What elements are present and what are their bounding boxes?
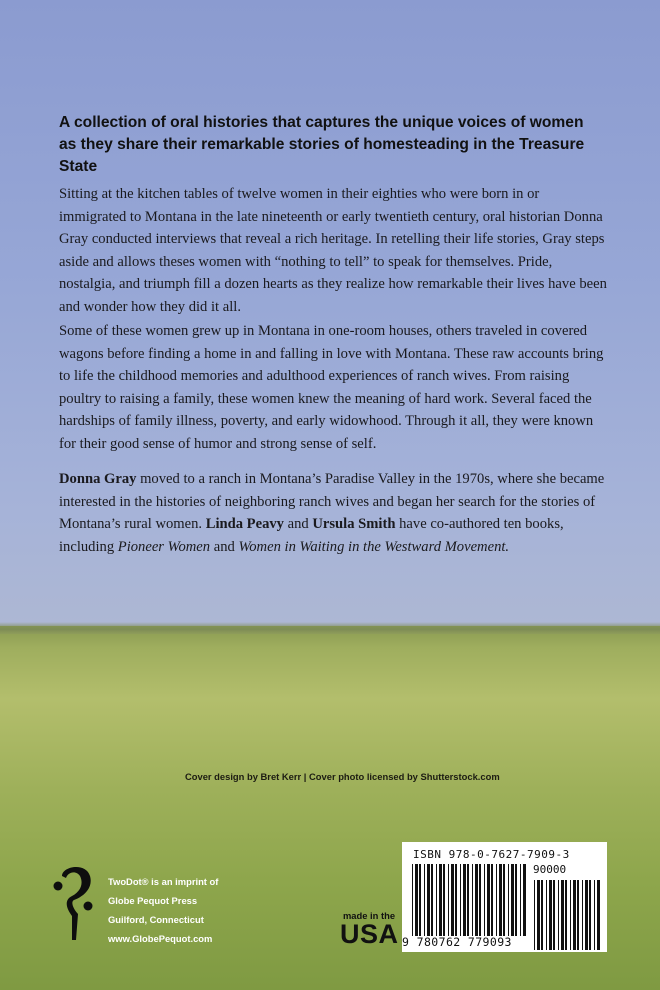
barcode-bar	[431, 864, 433, 936]
book-title-women-in-waiting: Women in Waiting in the Westward Movement.	[238, 538, 510, 555]
author-bio-text: and	[210, 538, 239, 555]
barcode-bar	[443, 864, 445, 936]
barcode-bar	[484, 864, 485, 936]
author-name-donna-gray: Donna Gray	[59, 471, 137, 487]
barcode-bar	[520, 864, 521, 936]
publisher-website: www.GlobePequot.com	[108, 933, 213, 944]
barcode-bar	[451, 864, 454, 936]
book-title-pioneer-women: Pioneer Women	[117, 538, 211, 555]
barcode-bars-addon	[534, 880, 600, 950]
isbn-number: ISBN 978-0-7627-7909-3	[413, 848, 570, 861]
barcode-bar	[558, 880, 559, 950]
barcode-bar	[503, 864, 505, 936]
cover-credits: Cover design by Bret Kerr | Cover photo licensed by Shutterstock.com	[185, 771, 500, 782]
barcode-bar	[455, 864, 457, 936]
barcode-bar	[570, 880, 571, 950]
barcode-bar	[439, 864, 442, 936]
tagline: A collection of oral histories that captures the unique voices of women as they share their remarkable stories of homesteading in the Treasure State	[59, 114, 585, 175]
author-bio-text: and	[283, 516, 313, 533]
barcode-bar	[573, 880, 576, 950]
imprint-line: TwoDot® is an imprint of	[108, 876, 219, 887]
barcode-bar	[553, 880, 555, 950]
barcode-bar	[549, 880, 552, 950]
barcode-bar	[594, 880, 595, 950]
barcode-bar	[537, 880, 540, 950]
barcode-bar	[487, 864, 490, 936]
barcode-bar	[546, 880, 547, 950]
author-bio-text: moved to a ranch in Montana’s Paradise Valley in the 1970s, where she became interested in the histories of neighboring ranch wives and began her search for the stories of Montana’s rural women.	[59, 471, 605, 533]
barcode-bar	[565, 880, 567, 950]
barcode-bar	[424, 864, 425, 936]
barcode-bar	[463, 864, 466, 936]
barcode-bar	[508, 864, 509, 936]
barcode-bars-main	[412, 864, 526, 936]
barcode-bar	[496, 864, 497, 936]
barcode-bar	[467, 864, 469, 936]
barcode-bar	[491, 864, 493, 936]
barcode-bar	[460, 864, 461, 936]
barcode-bar	[475, 864, 478, 936]
barcode-bar	[597, 880, 600, 950]
barcode-bar	[419, 864, 421, 936]
barcode-bar	[515, 864, 517, 936]
barcode-bar	[577, 880, 579, 950]
made-in-text: made in the	[342, 910, 396, 921]
barcode-bar	[585, 880, 588, 950]
author-name-ursula-smith: Ursula Smith	[312, 516, 396, 533]
barcode-bar	[541, 880, 543, 950]
barcode-bar	[534, 880, 535, 950]
imprint-line: Globe Pequot Press	[108, 895, 198, 906]
author-name-linda-peavy: Linda Peavy	[205, 516, 284, 533]
barcode-bar	[561, 880, 564, 950]
barcode-bar	[582, 880, 583, 950]
barcode-bar	[499, 864, 502, 936]
barcode-bar	[472, 864, 473, 936]
barcode-bar	[412, 864, 413, 936]
barcode-bar	[479, 864, 481, 936]
price-code: 90000	[533, 863, 567, 876]
barcode-bar	[448, 864, 449, 936]
barcode-bar	[415, 864, 418, 936]
barcode-bar	[436, 864, 437, 936]
usa-text: USA	[340, 919, 399, 949]
description-paragraph-1: Sitting at the kitchen tables of twelve women in their eighties who were born in or immigrated to Montana in the late nineteenth or early twentieth century, oral historian Donna Gray conducted interviews that reveal a rich heritage. In retelling their life stories, Gray steps aside and allows theses women with “nothing to tell” to speak for themselves. Pride, nostalgia, and triumph fill a dozen hearts as they realize how remarkable their lives have been and wonder how they did it all.	[59, 186, 607, 315]
author-bio-text: have co-authored ten books, including	[59, 516, 564, 555]
barcode-bar	[589, 880, 591, 950]
barcode-digits: 9 780762 779093	[402, 935, 512, 949]
barcode-bar	[511, 864, 514, 936]
barcode-bar	[523, 864, 526, 936]
barcode-bar	[427, 864, 430, 936]
imprint-line: Guilford, Connecticut	[108, 914, 204, 925]
description-paragraph-2: Some of these women grew up in Montana in one-room houses, others traveled in covered wagons before finding a home in and falling in love with Montana. These raw accounts bring to life the childhood memories and adulthood experiences of ranch wives. From raising poultry to raising a family, these women knew the meaning of hard work. Several faced the hardships of family illness, poverty, and early widowhood. Through it all, they were known for their good sense of humor and strong sense of self.	[59, 323, 604, 452]
